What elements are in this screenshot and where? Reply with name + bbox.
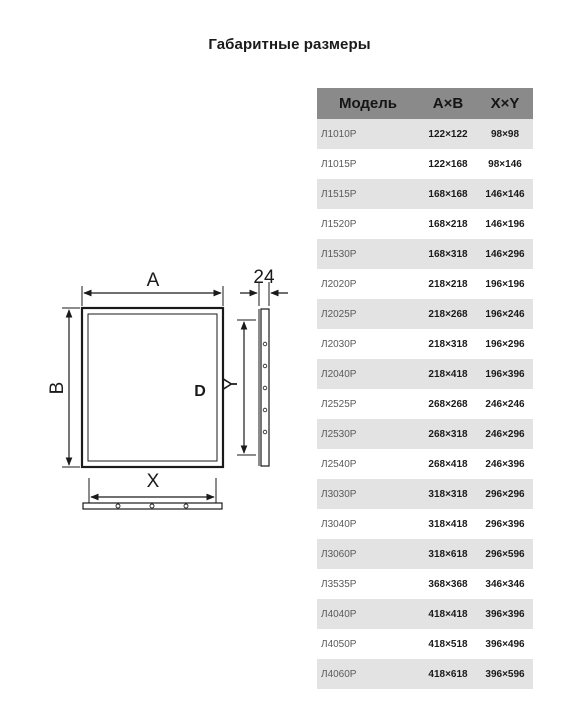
ab-cell: 168×218 [428, 218, 468, 230]
table-row [317, 209, 533, 239]
label-b: B [47, 381, 68, 395]
ab-cell: 218×318 [428, 338, 468, 350]
table-row [317, 479, 533, 509]
model-cell: Л1530Р [317, 239, 419, 269]
xy-cell: 98×146 [488, 158, 522, 170]
model-cell: Л1010Р [317, 119, 419, 149]
model-cell: Л2040Р [317, 359, 419, 389]
model-cell: Л1015Р [321, 158, 357, 170]
ab-cell: 122×168 [428, 158, 468, 170]
xy-cell: 346×346 [485, 578, 525, 590]
xy-cell: 396×496 [485, 638, 525, 650]
model-cell: Л2025Р [317, 299, 419, 329]
xy-cell: 146×296 [477, 239, 533, 269]
ab-cell: 268×418 [428, 458, 468, 470]
table-row [317, 179, 533, 209]
model-cell: Л2530Р [317, 419, 419, 449]
ab-cell: 418×418 [419, 599, 477, 629]
handle-symbol: D [194, 383, 206, 400]
table-row [317, 629, 533, 659]
dimensions-table [317, 88, 533, 689]
ab-cell: 268×318 [419, 419, 477, 449]
model-cell: Л2525Р [321, 398, 357, 410]
xy-cell: 98×98 [477, 119, 533, 149]
header-ab: A×B [419, 88, 477, 119]
table-row [317, 659, 533, 689]
table-row [317, 569, 533, 599]
model-cell: Л3040Р [321, 518, 357, 530]
table-row [317, 419, 533, 449]
ab-cell: 368×368 [428, 578, 468, 590]
ab-cell: 268×268 [428, 398, 468, 410]
ab-cell: 418×618 [419, 659, 477, 689]
model-cell: Л4040Р [317, 599, 419, 629]
table-row [317, 239, 533, 269]
model-cell: Л3535Р [321, 578, 357, 590]
model-cell: Л2020Р [321, 278, 357, 290]
header-model: Модель [317, 88, 419, 119]
xy-cell: 296×396 [485, 518, 525, 530]
ab-cell: 168×318 [419, 239, 477, 269]
xy-cell: 396×596 [477, 659, 533, 689]
xy-cell: 196×246 [477, 299, 533, 329]
label-x: X [146, 471, 160, 492]
model-cell: Л2540Р [321, 458, 357, 470]
page-title: Габаритные размеры [208, 36, 371, 53]
model-cell: Л4050Р [321, 638, 357, 650]
ab-cell: 318×318 [419, 479, 477, 509]
table-row [317, 119, 533, 149]
header-xy: X×Y [477, 88, 533, 119]
xy-cell: 146×196 [485, 218, 525, 230]
xy-cell: 296×296 [477, 479, 533, 509]
ab-cell: 318×418 [428, 518, 468, 530]
side-section-view [237, 282, 288, 466]
xy-cell: 396×396 [477, 599, 533, 629]
model-cell: Л1515Р [317, 179, 419, 209]
table-row [317, 509, 533, 539]
xy-cell: 246×296 [477, 419, 533, 449]
table-header-row [317, 88, 533, 119]
ab-cell: 418×518 [428, 638, 468, 650]
xy-cell: 296×596 [477, 539, 533, 569]
xy-cell: 196×296 [485, 338, 525, 350]
table-row [317, 389, 533, 419]
xy-cell: 146×146 [477, 179, 533, 209]
table-row [317, 299, 533, 329]
ab-cell: 218×418 [419, 359, 477, 389]
model-cell: Л4060Р [317, 659, 419, 689]
xy-cell: 246×246 [485, 398, 525, 410]
table-row [317, 539, 533, 569]
label-depth: 24 [253, 267, 275, 288]
model-cell: Л3060Р [317, 539, 419, 569]
xy-cell: 196×396 [477, 359, 533, 389]
table-row [317, 269, 533, 299]
ab-cell: 218×268 [419, 299, 477, 329]
table-row [317, 359, 533, 389]
model-cell: Л1520Р [321, 218, 357, 230]
label-y: Y [221, 377, 242, 391]
ab-cell: 318×618 [419, 539, 477, 569]
xy-cell: 246×396 [485, 458, 525, 470]
table-row [317, 329, 533, 359]
ab-cell: 218×218 [428, 278, 468, 290]
xy-cell: 196×196 [485, 278, 525, 290]
model-cell: Л2030Р [321, 338, 357, 350]
ab-cell: 168×168 [419, 179, 477, 209]
label-a: A [146, 270, 160, 291]
table-row [317, 599, 533, 629]
model-cell: Л3030Р [317, 479, 419, 509]
ab-cell: 122×122 [419, 119, 477, 149]
table-row [317, 149, 533, 179]
table-row [317, 449, 533, 479]
